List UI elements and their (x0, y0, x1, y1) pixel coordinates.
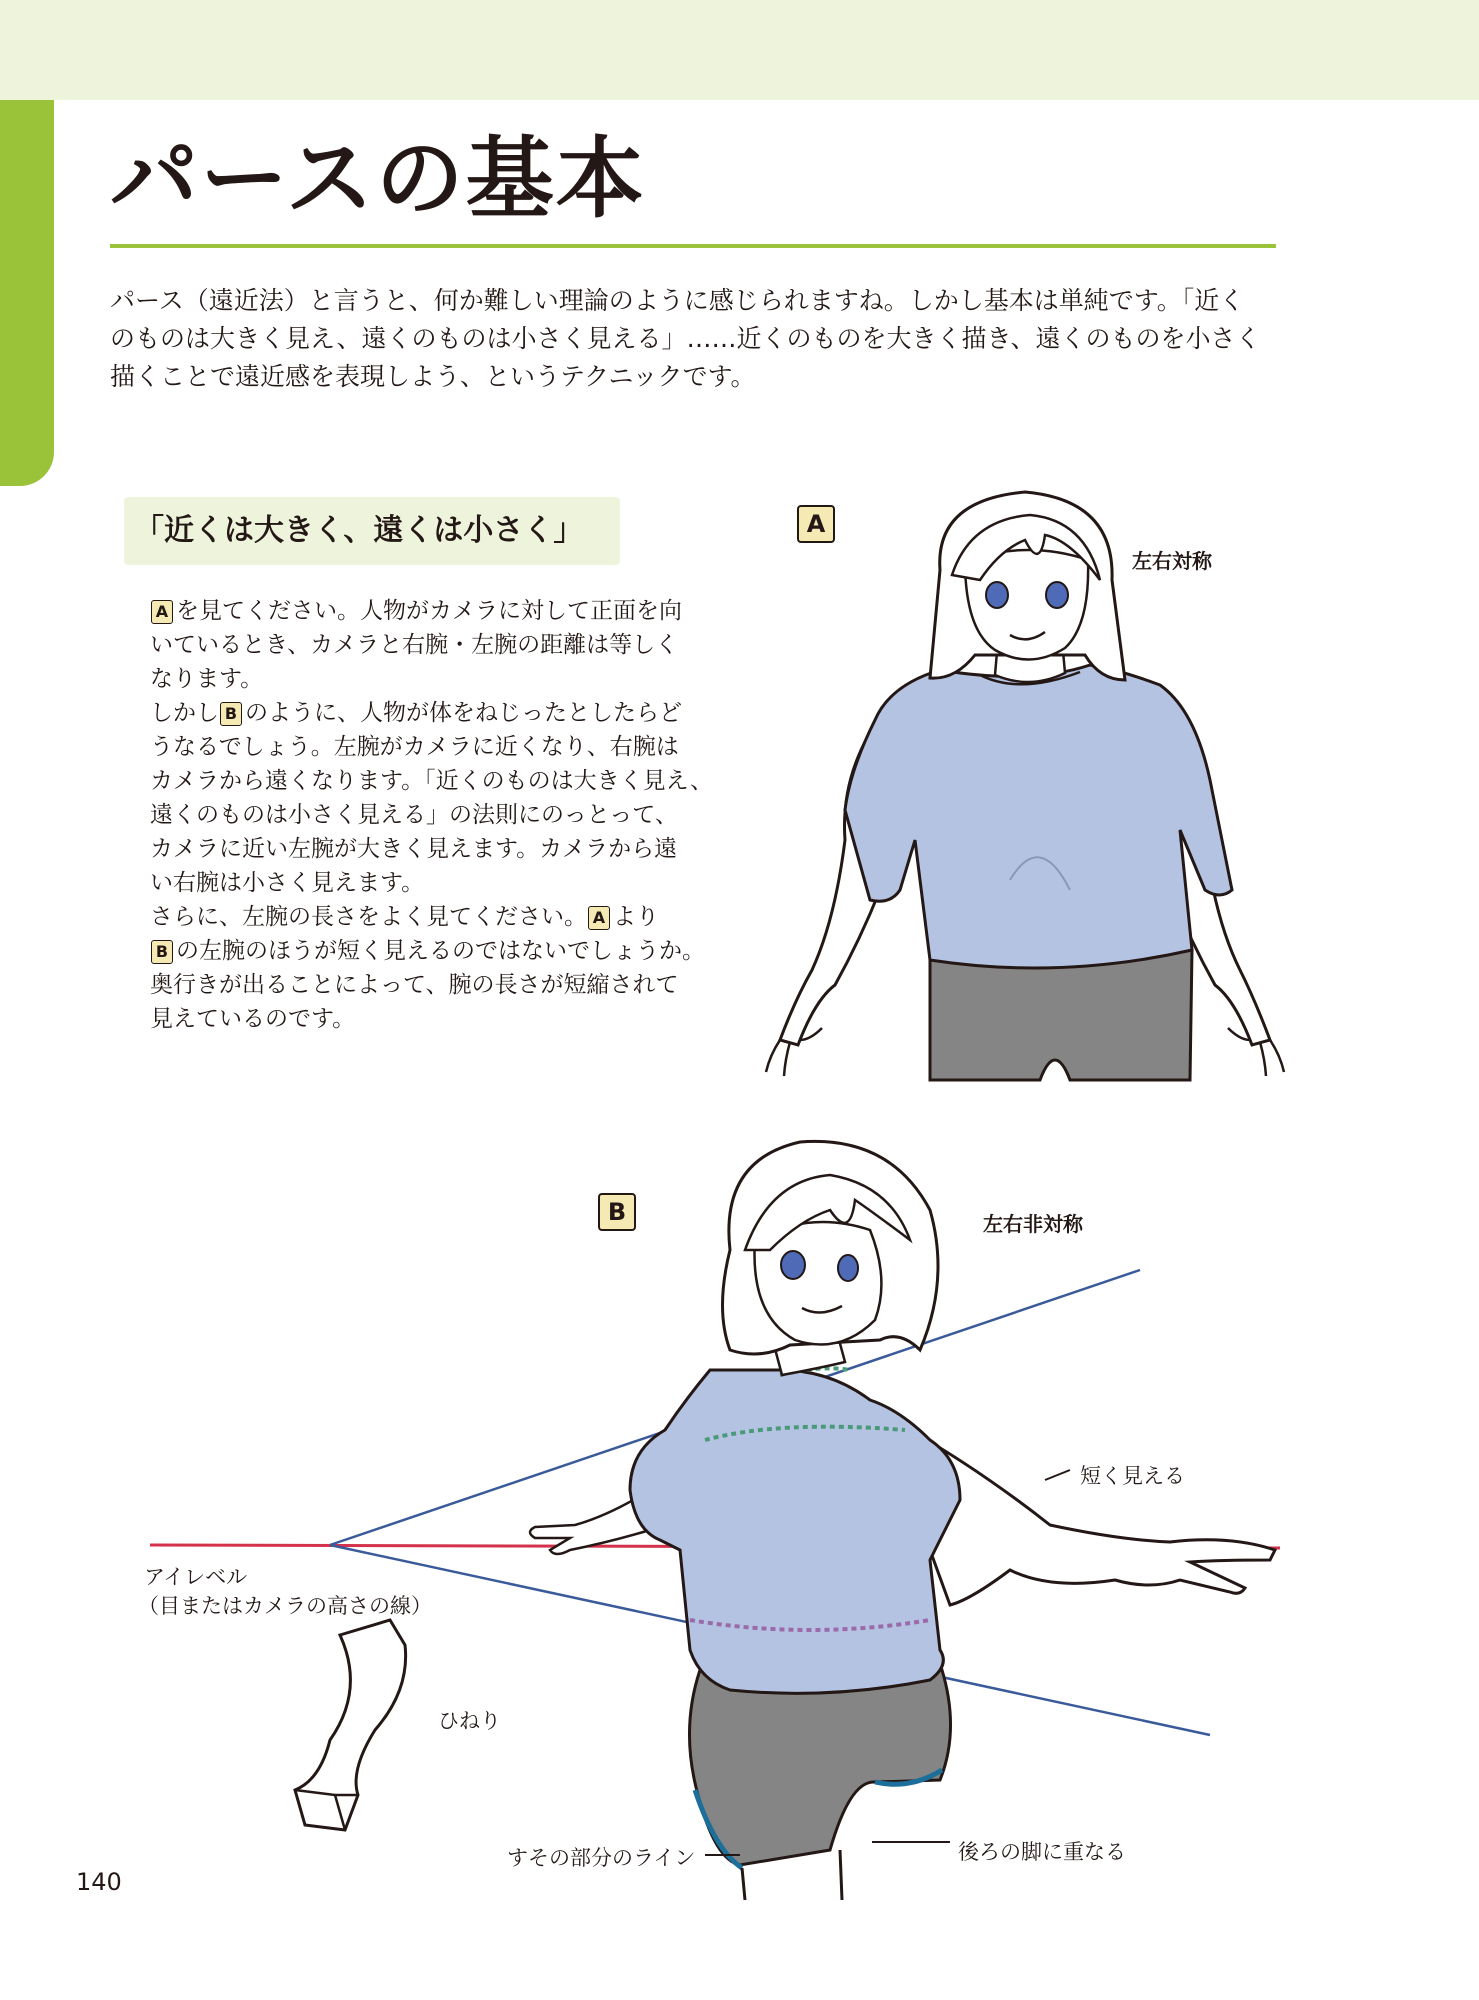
label-hem-line: すその部分のライン (507, 1846, 696, 1870)
body-line (150, 968, 710, 1002)
body-line-text: なります。 (150, 666, 264, 692)
title-underline (110, 244, 1276, 248)
body-line (150, 594, 710, 628)
twist-block (295, 1620, 406, 1830)
body-line-text: い右腕は小さく見えます。 (150, 870, 425, 896)
inline-figure-badge: B (220, 702, 242, 726)
body-line-text: カメラから遠くなります。「近くのものは大きく見え、 (150, 768, 714, 794)
body-line-text: を見てください。人物がカメラに対して正面を向 (176, 598, 682, 624)
body-line-text: 遠くのものは小さく見える」の法則にのっとって、 (150, 802, 678, 828)
body-line (150, 1002, 710, 1036)
label-eye-level-note: （目またはカメラの高さの線） (138, 1594, 432, 1618)
body-line-text: カメラに近い左腕が大きく見えます。カメラから遠 (150, 836, 678, 862)
label-overlap: 後ろの脚に重なる (958, 1840, 1126, 1864)
body-line (150, 764, 714, 798)
intro-line: パース（遠近法）と言うと、何か難しい理論のように感じられますね。しかし基本は単純です。「近く (110, 286, 1245, 315)
figure-a-label: 左右対称 (1132, 549, 1212, 573)
body-line (150, 730, 710, 764)
inline-figure-badge: A (151, 600, 173, 624)
figure-b-illustration (130, 1130, 1310, 1900)
inline-figure-badge: B (151, 940, 173, 964)
inline-figure-badge: A (588, 906, 610, 930)
body-line-text: のように、人物が体をねじったとしたらど (245, 700, 682, 726)
label-short: 短く見える (1080, 1464, 1185, 1488)
label-twist: ひねり (438, 1709, 501, 1733)
body-line (150, 696, 710, 730)
body-line (150, 832, 710, 866)
chapter-tab (0, 100, 54, 486)
body-line-text: うなるでしょう。左腕がカメラに近くなり、右腕は (150, 734, 679, 760)
intro-line: 描くことで遠近感を表現しよう、というテクニックです。 (110, 362, 756, 391)
intro-line: のものは大きく見え、遠くのものは小さく見える」……近くのものを大きく描き、遠くのものを小さく (110, 324, 1261, 353)
top-band (0, 0, 1479, 100)
body-line-text: 奥行きが出ることによって、腕の長さが短縮されて (150, 972, 679, 998)
figure-b-label: 左右非対称 (983, 1212, 1083, 1236)
figure-a-illustration (740, 480, 1310, 1090)
section-body (150, 594, 714, 1036)
body-line-text: 見えているのです。 (150, 1006, 356, 1032)
section-heading: 「近くは大きく、遠くは小さく」 (124, 497, 620, 565)
body-line (150, 628, 710, 662)
intro-paragraph (110, 282, 1290, 396)
body-line (150, 798, 710, 832)
body-line (150, 934, 710, 968)
body-line-pre: さらに、左腕の長さをよく見てください。 (150, 904, 587, 930)
body-line-text: いているとき、カメラと右腕・左腕の距離は等しく (150, 632, 679, 658)
body-line-text: より (613, 904, 659, 930)
body-line-text: の左腕のほうが短く見えるのではないでしょうか。 (176, 938, 705, 964)
label-eye-level: アイレベル (144, 1565, 248, 1589)
body-line-pre: しかし (150, 700, 219, 726)
figure-a-badge: A (797, 505, 835, 543)
page-number: 140 (76, 1868, 122, 1896)
page-title: パースの基本 (110, 127, 646, 230)
body-line (150, 662, 710, 696)
figure-b-badge: B (598, 1193, 636, 1231)
body-line (150, 900, 710, 934)
body-line (150, 866, 710, 900)
